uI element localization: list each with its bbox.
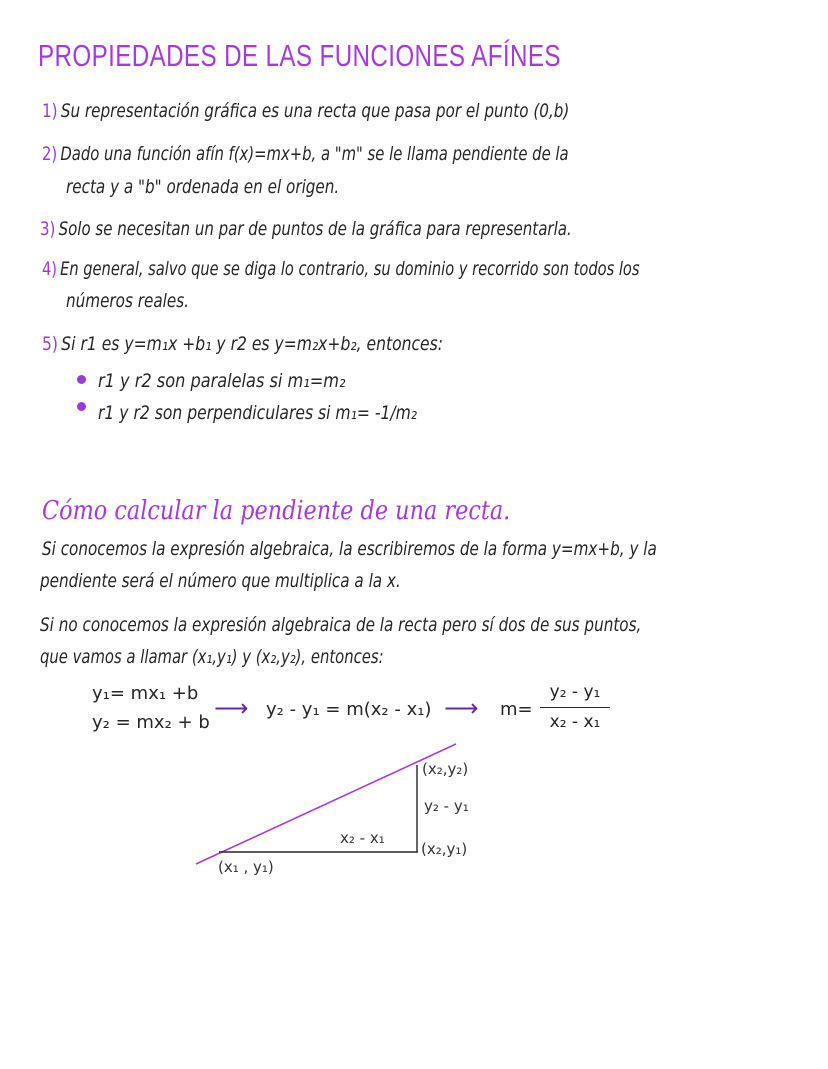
paragraph-2-line-2: que vamos a llamar (x₁,y₁) y (x₂,y₂), entonces: bbox=[40, 646, 384, 668]
page-title: PROPIEDADES DE LAS FUNCIONES AFÍNES bbox=[38, 38, 561, 73]
property-number: 5) bbox=[42, 333, 59, 355]
property-4-continued: números reales. bbox=[66, 290, 189, 312]
property-text: Dado una función afín f(x)=mx+b, a "m" se le llama pendiente de la bbox=[60, 143, 569, 165]
property-text: Solo se necesitan un par de puntos de la gráfica para representarla. bbox=[58, 218, 572, 240]
vertical-label: y₂ - y₁ bbox=[424, 797, 469, 815]
property-number: 1) bbox=[42, 100, 58, 122]
property-number: 2) bbox=[42, 143, 58, 165]
equation-2: y₂ = mx₂ + b bbox=[92, 712, 210, 733]
paragraph-1-line-1: Si conocemos la expresión algebraica, la escribiremos de la forma y=mx+b, y la bbox=[42, 538, 657, 560]
arrow-right-icon: ⟶ bbox=[444, 694, 479, 722]
slope-numerator: y₂ - y₁ bbox=[549, 682, 601, 702]
property-text: Su representación gráfica es una recta que pasa por el punto (0,b) bbox=[60, 100, 570, 122]
horizontal-label: x₂ - x₁ bbox=[340, 829, 385, 847]
property-number: 4) bbox=[42, 258, 58, 280]
point-x2-y2: (x₂,y₂) bbox=[422, 760, 469, 778]
point-x1-y1: (x₁ , y₁) bbox=[218, 858, 274, 876]
section-title: Cómo calcular la pendiente de una recta. bbox=[42, 496, 511, 526]
slope-denominator: x₂ - x₁ bbox=[549, 712, 601, 732]
property-text: En general, salvo que se diga lo contrario, su dominio y recorrido son todos los bbox=[60, 258, 640, 280]
property-number: 3) bbox=[40, 218, 56, 240]
bullet-perpendicular: r1 y r2 son perpendiculares si m₁= -1/m₂ bbox=[98, 402, 418, 424]
arrow-right-icon: ⟶ bbox=[214, 694, 249, 722]
equation-1: y₁= mx₁ +b bbox=[92, 683, 199, 704]
bullet-parallel: r1 y r2 son paralelas si m₁=m₂ bbox=[98, 370, 346, 392]
paragraph-1-line-2: pendiente será el número que multiplica a la x. bbox=[40, 570, 401, 592]
paragraph-2-line-1: Si no conocemos la expresión algebraica de la recta pero sí dos de sus puntos, bbox=[40, 614, 642, 636]
slope-label: m= bbox=[500, 699, 533, 720]
property-text: Si r1 es y=m₁x +b₁ y r2 es y=m₂x+b₂, entonces: bbox=[61, 333, 443, 355]
point-x2-y1: (x₂,y₁) bbox=[421, 840, 468, 858]
property-2-continued: recta y a "b" ordenada en el origen. bbox=[66, 176, 340, 198]
equation-difference: y₂ - y₁ = m(x₂ - x₁) bbox=[266, 699, 432, 720]
